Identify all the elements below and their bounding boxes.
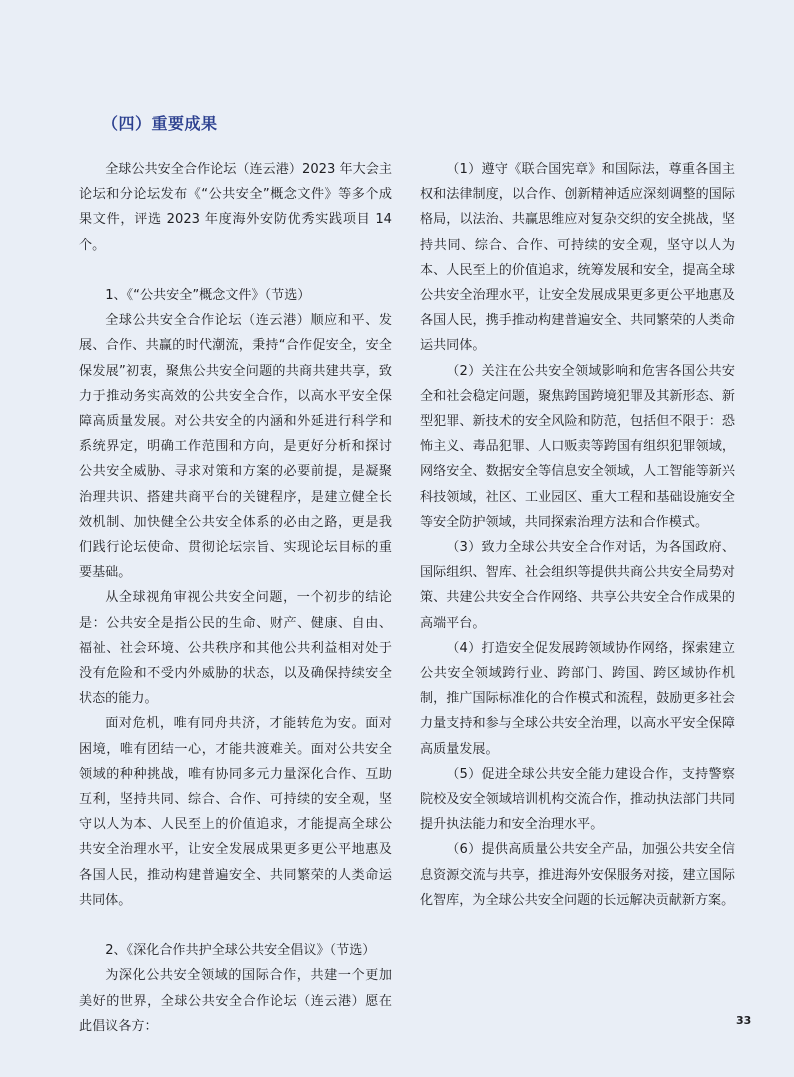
left-column [79,157,392,1039]
page-number: 33 [736,1014,752,1027]
initiative-item-3: （3）致力全球公共安全合作对话，为各国政府、国际组织、智库、社会组织等提供共商公共安全局势对策、共建公共安全合作网络、共享公共安全合作成果的高端平台。 [420,540,735,631]
intro-paragraph: 全球公共安全合作论坛（连云港）2023 年大会主论坛和分论坛发布《“公共安全”概念文件》等多个成果文件，评选 2023 年度海外安防优秀实践项目 14 个。 [79,162,392,253]
initiative-item-1: （1）遵守《联合国宪章》和国际法，尊重各国主权和法律制度，以合作、创新精神适应深刻调整的国际格局，以法治、共赢思维应对复杂交织的安全挑战，坚持共同、综合、合作、可持续的安全观，坚守以人为本、人民至上的价值追求，统筹发展和安全，提高全球公共安全治理水平，让安全发展成果更多更公平地惠及各国人民，携手推动构建普遍安全、共同繁荣的人类命运共同体。 [420,162,735,354]
section-title: （四）重要成果 [102,114,218,133]
concept-paragraph-3: 面对危机，唯有同舟共济，才能转危为安。面对困境，唯有团结一心，才能共渡难关。面对公共安全领域的种种挑战，唯有协同多元力量深化合作、互助互利，坚持共同、综合、合作、可持续的安全观，坚守以人为本、人民至上的价值追求，才能提高全球公共安全治理水平，让安全发展成果更多更公平地惠及各国人民，推动构建普遍安全、共同繁荣的人类命运共同体。 [79,716,392,908]
initiative-item-6: （6）提供高质量公共安全产品，加强公共安全信息资源交流与共享，推进海外安保服务对接，建立国际化智库，为全球公共安全问题的长远解决贡献新方案。 [420,842,735,908]
initiative-item-5: （5）促进全球公共安全能力建设合作，支持警察院校及安全领域培训机构交流合作，推动执法部门共同提升执法能力和安全治理水平。 [420,766,735,833]
concept-paragraph-2: 从全球视角审视公共安全问题，一个初步的结论是：公共安全是指公民的生命、财产、健康、自由、福祉、社会环境、公共秩序和其他公共利益相对处于没有危险和不受内外威胁的状态，以及确保持续安全状态的能力。 [79,590,392,707]
concept-document-heading: 1、《“公共安全”概念文件》（节选） [105,288,311,303]
initiative-heading: 2、《深化合作共护全球公共安全倡议》（节选） [105,943,376,959]
initiative-intro-paragraph: 为深化公共安全领域的国际合作，共建一个更加美好的世界，全球公共安全合作论坛（连云港）愿在此倡议各方： [79,968,392,1034]
concept-paragraph-1: 全球公共安全合作论坛（连云港）顺应和平、发展、合作、共赢的时代潮流，秉持“合作促安全，安全保发展”初衷，聚焦公共安全问题的共商共建共享，致力于推动务实高效的公共安全合作，以高水平安全保障高质量发展。对公共安全的内涵和外延进行科学和系统界定，明确工作范围和方向，是更好分析和探讨公共安全威胁、寻求对策和方案的必要前提，是凝聚治理共识、搭建共商平台的关键程序，是建立健全长效机制、加快健全公共安全体系的必由之路，更是我们践行论坛使命、贯彻论坛宗旨、实现论坛目标的重要基础。 [79,313,392,581]
initiative-item-2: （2）关注在公共安全领域影响和危害各国公共安全和社会稳定问题，聚焦跨国跨境犯罪及其新形态、新型犯罪、新技术的安全风险和防范，包括但不限于：恐怖主义、毒品犯罪、人口贩卖等跨国有组织犯罪领域，网络安全、数据安全等信息安全领域，人工智能等新兴科技领域，社区、工业园区、重大工程和基础设施安全等安全防护领域，共同探索治理方法和合作模式。 [420,363,735,530]
initiative-item-4: （4）打造安全促发展跨领域协作网络，探索建立公共安全领域跨行业、跨部门、跨国、跨区域协作机制，推广国际标准化的合作模式和流程，鼓励更多社会力量支持和参与全球公共安全治理，以高水平安全保障高质量发展。 [420,640,735,757]
right-column [420,157,735,913]
